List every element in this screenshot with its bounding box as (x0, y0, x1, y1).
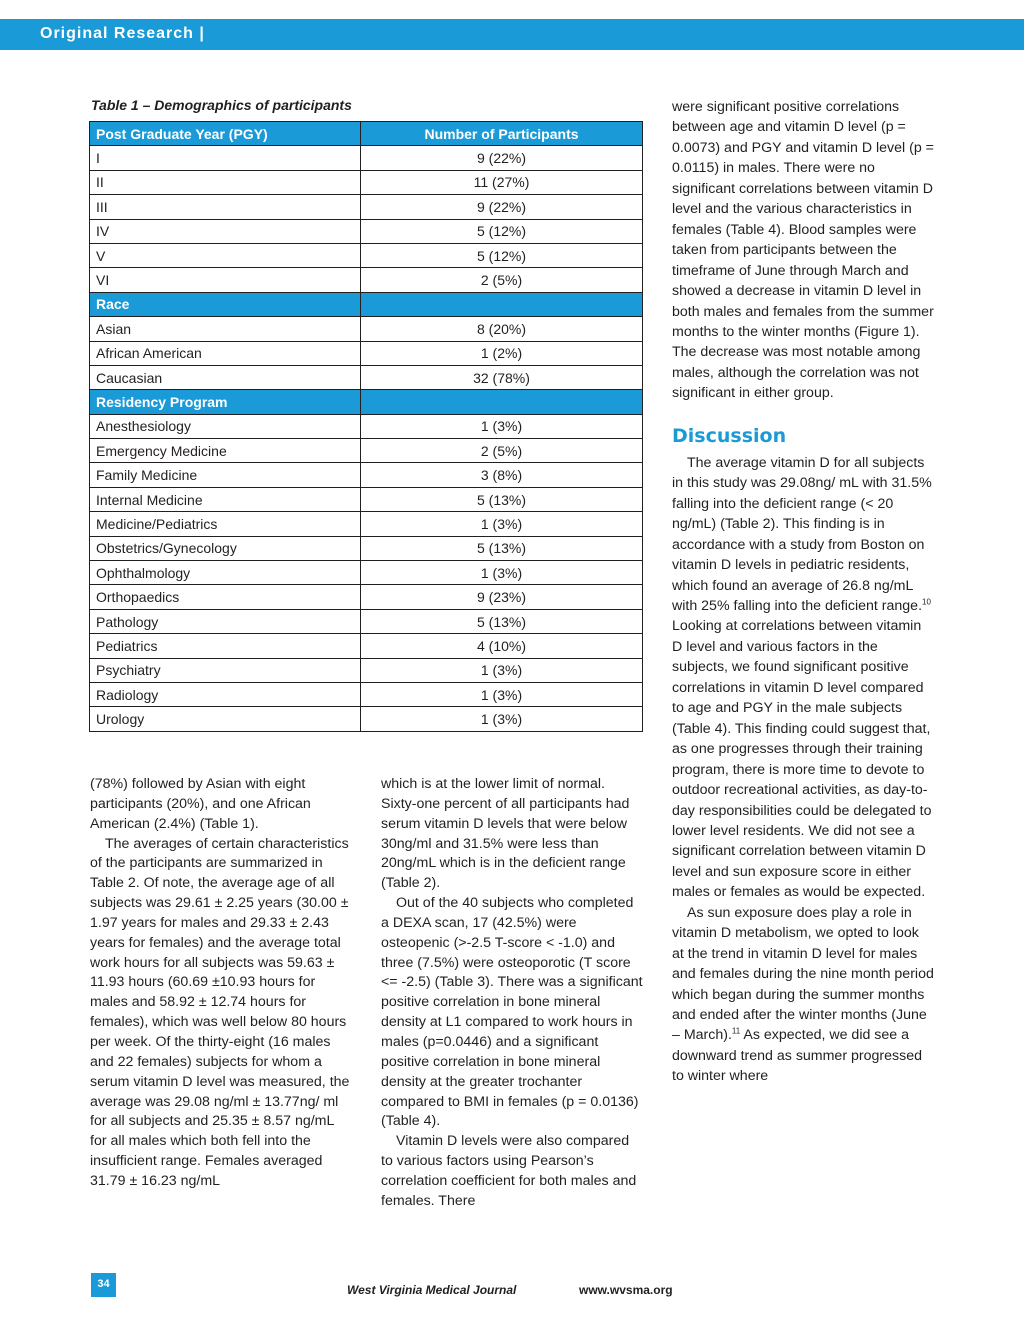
row-value: 1 (3%) (361, 512, 643, 536)
footer-url: www.wvsma.org (579, 1283, 673, 1297)
row-label: IV (90, 219, 361, 243)
column-header-pgy: Post Graduate Year (PGY) (90, 122, 361, 146)
row-label: V (90, 243, 361, 267)
row-value: 9 (23%) (361, 585, 643, 609)
row-value: 9 (22%) (361, 195, 643, 219)
paragraph: The averages of certain characteristics of the participants are summarized in Table 2. Of note, the average age of all subjects was 29.61 ± 2.25 years (30.00 ± 1.97 years for males and 29.33 ± 2.43 years for females) and the average total work hours for all subjects was 59.63 ± 11.93 hours (60.69 ±10.93 hours for males and 58.92 ± 12.74 hours for females), which was well below 80 hours per week. Of the thirty-eight (16 males and 22 females) subjects for whom a serum vitamin D level was measured, the average was 29.08 ng/ml ± 13.77ng/ ml for all subjects and 25.35 ± 8.57 ng/mL for all males which both fell into the insufficient range. Females averaged 31.79 ± 16.23 ng/mL (90, 835, 350, 1189)
table-row (90, 146, 643, 170)
row-label: Internal Medicine (90, 487, 361, 511)
row-label: Obstetrics/Gynecology (90, 536, 361, 560)
table-row (90, 170, 643, 194)
citation-ref: 10 (922, 597, 931, 607)
row-label: Radiology (90, 682, 361, 706)
section-spacer (361, 390, 643, 414)
row-label: III (90, 195, 361, 219)
row-label: Pediatrics (90, 634, 361, 658)
table-row (90, 609, 643, 633)
row-value: 32 (78%) (361, 365, 643, 389)
row-label: Orthopaedics (90, 585, 361, 609)
table-row (90, 414, 643, 438)
table-row (90, 268, 643, 292)
table-row (90, 463, 643, 487)
paragraph: Out of the 40 subjects who completed a DEXA scan, 17 (42.5%) were osteopenic (>-2.5 T-score < -1.0) and three (7.5%) were osteoporotic (T score <= -2.5) (Table 3). There was a significant positive correlation in bone mineral density at L1 compared to work hours in males (p=0.0446) and a significant positive correlation in bone mineral density at the greater trochanter compared to BMI in females (p = 0.0136) (Table 4). (381, 895, 643, 1130)
table-row (90, 658, 643, 682)
citation-ref: 11 (731, 1026, 741, 1036)
paragraph-text: As expected, we did see a downward trend as summer progressed to winter where (672, 1027, 922, 1085)
text-column-1 (90, 775, 352, 1192)
table-row (90, 365, 643, 389)
paragraph: Vitamin D levels were also compared to various factors using Pearson’s correlation coefficient for both males and females. There (381, 1133, 637, 1209)
row-value: 3 (8%) (361, 463, 643, 487)
paragraph: were significant positive correlations between age and vitamin D level (p = 0.0073) and PGY and vitamin D level (p = 0.0115) in males. There were no significant correlations between vitamin D level and the various characteristics in females (Table 4). Blood samples were taken from participants between the timeframe of June through March and showed a decrease in vitamin D level in both males and females from the summer months to the winter months (Figure 1). The decrease was most notable among males, although the correlation was not significant in either group. (672, 99, 934, 402)
row-value: 2 (5%) (361, 439, 643, 463)
paragraph-text: Looking at correlations between vitamin D level and various factors in the subjects, we found significant positive correlations in vitamin D level compared to age and PGY in the male subjects (Table 4). This finding could suggest that, as one progresses through their training program, there is more time to devote to outdoor recreational activities, as day-to-day responsibilities could be delegated to lower level residents. We did not see a significant correlation between vitamin D level and sun exposure score in either males or females as would be expected. (672, 618, 932, 901)
table-row (90, 195, 643, 219)
row-label: Family Medicine (90, 463, 361, 487)
table-row (90, 585, 643, 609)
row-label: Psychiatry (90, 658, 361, 682)
row-label: Caucasian (90, 365, 361, 389)
row-value: 5 (13%) (361, 536, 643, 560)
table-row (90, 707, 643, 731)
row-label: VI (90, 268, 361, 292)
table-row (90, 219, 643, 243)
page-number: 34 (91, 1273, 116, 1297)
column-header-participants: Number of Participants (361, 122, 643, 146)
section-row-race (90, 292, 643, 316)
row-value: 11 (27%) (361, 170, 643, 194)
row-label: Pathology (90, 609, 361, 633)
paragraph-text: As sun exposure does play a role in vitamin D metabolism, we opted to look at the trend in vitamin D level for males and females during the nine month period which began during the summer months and ended after the winter months (June – March). (672, 904, 934, 1044)
row-value: 4 (10%) (361, 634, 643, 658)
text-column-2 (381, 775, 643, 1212)
row-value: 1 (3%) (361, 414, 643, 438)
row-value: 1 (3%) (361, 561, 643, 585)
row-value: 9 (22%) (361, 146, 643, 170)
paragraph: (78%) followed by Asian with eight participants (20%), and one African American (2.4%) (Table 1). (90, 776, 311, 832)
footer-journal-name: West Virginia Medical Journal (347, 1283, 517, 1297)
row-value: 1 (3%) (361, 707, 643, 731)
table-row (90, 536, 643, 560)
section-row-residency (90, 390, 643, 414)
row-value: 5 (13%) (361, 609, 643, 633)
row-value: 1 (3%) (361, 682, 643, 706)
row-label: Asian (90, 317, 361, 341)
section-label: Race (90, 292, 361, 316)
text-column-3 (672, 97, 934, 1087)
row-label: Anesthesiology (90, 414, 361, 438)
table-row (90, 439, 643, 463)
row-value: 5 (13%) (361, 487, 643, 511)
row-value: 5 (12%) (361, 219, 643, 243)
section-heading-discussion: Discussion (672, 424, 787, 447)
table-row (90, 487, 643, 511)
table-row (90, 341, 643, 365)
table-row (90, 317, 643, 341)
row-label: Emergency Medicine (90, 439, 361, 463)
row-label: Urology (90, 707, 361, 731)
row-value: 1 (2%) (361, 341, 643, 365)
row-label: I (90, 146, 361, 170)
row-value: 1 (3%) (361, 658, 643, 682)
section-label: Residency Program (90, 390, 361, 414)
row-value: 2 (5%) (361, 268, 643, 292)
paragraph: which is at the lower limit of normal. Sixty-one percent of all participants had serum vitamin D levels that were below 30ng/ml and 31.5% were less than 20ng/mL which is in the deficient range (Table 2). (381, 776, 630, 892)
section-header-band (0, 19, 1024, 50)
demographics-table (89, 121, 643, 732)
row-label: African American (90, 341, 361, 365)
row-label: Medicine/Pediatrics (90, 512, 361, 536)
row-label: II (90, 170, 361, 194)
paragraph-text: The average vitamin D for all subjects in this study was 29.08ng/ mL with 31.5% falling into the deficient range (< 20 ng/mL) (Table 2). This finding is in accordance with a study from Boston on vitamin D levels in pediatric residents, which found an average of 26.8 ng/mL with 25% falling into the deficient range. (672, 454, 932, 614)
row-label: Ophthalmology (90, 561, 361, 585)
table-row (90, 682, 643, 706)
table-row (90, 243, 643, 267)
section-spacer (361, 292, 643, 316)
row-value: 5 (12%) (361, 243, 643, 267)
table-row (90, 634, 643, 658)
table-caption: Table 1 – Demographics of participants (91, 97, 352, 113)
paragraph (672, 453, 934, 903)
table-row (90, 512, 643, 536)
row-value: 8 (20%) (361, 317, 643, 341)
table-header-row (90, 122, 643, 146)
paragraph (672, 903, 934, 1087)
table-row (90, 561, 643, 585)
section-label: Original Research | (40, 25, 205, 42)
